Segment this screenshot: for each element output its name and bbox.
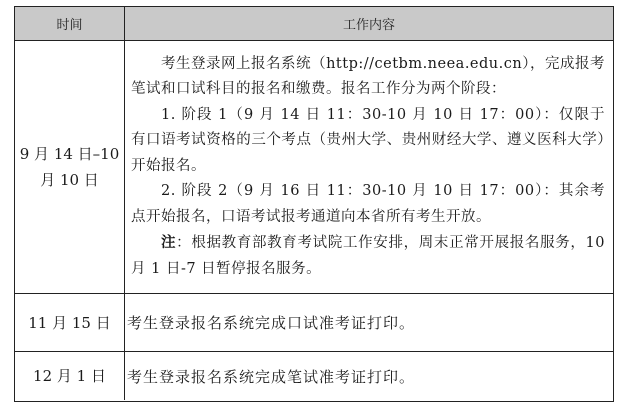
table-row [15,41,613,294]
note-label: 注 [161,234,177,252]
work-content [125,48,613,287]
header-time: 时间 [15,7,125,40]
note-paragraph [131,230,605,282]
work-cell [125,352,613,400]
time-text: 12 月 1 日 [33,367,106,385]
time-text: 11 月 15 日 [28,313,111,332]
table-row [15,294,613,352]
time-cell [15,352,125,400]
schedule-table [14,6,614,402]
intro-paragraph: 考生登录网上报名系统（http://cetbm.neea.edu.cn），完成报考笔试和口试科目的报名和缴费。报名工作分为两个阶段： [131,55,605,98]
time-text: 9 月 14 日–10 月 10 日 [19,145,120,189]
stage1-paragraph: 1. 阶段 1（9 月 14 日 11：30-10 月 10 日 17：00）：仅限于有口语考试资格的三个考点（贵州大学、贵州财经大学、遵义医科大学）开始报名。 [131,106,605,174]
note-text: ：根据教育部教育考试院工作安排，周末正常开展报名服务，10 月 1 日-7 日暂停报名服务。 [131,235,606,277]
time-cell [15,294,125,351]
time-cell [15,41,125,293]
stage2-paragraph: 2. 阶段 2（9 月 16 日 11：30-10 月 10 日 17：00）：其余考点开始报名，口语考试报考通道向本省所有考生开放。 [131,183,605,225]
work-cell [125,41,613,293]
work-text: 考生登录报名系统完成笔试准考证打印。 [127,367,416,386]
table-header-row [15,7,613,41]
work-text: 考生登录报名系统完成口试准考证打印。 [127,314,416,332]
work-cell [125,294,613,351]
table-row [15,352,613,400]
header-work-content: 工作内容 [342,18,395,33]
